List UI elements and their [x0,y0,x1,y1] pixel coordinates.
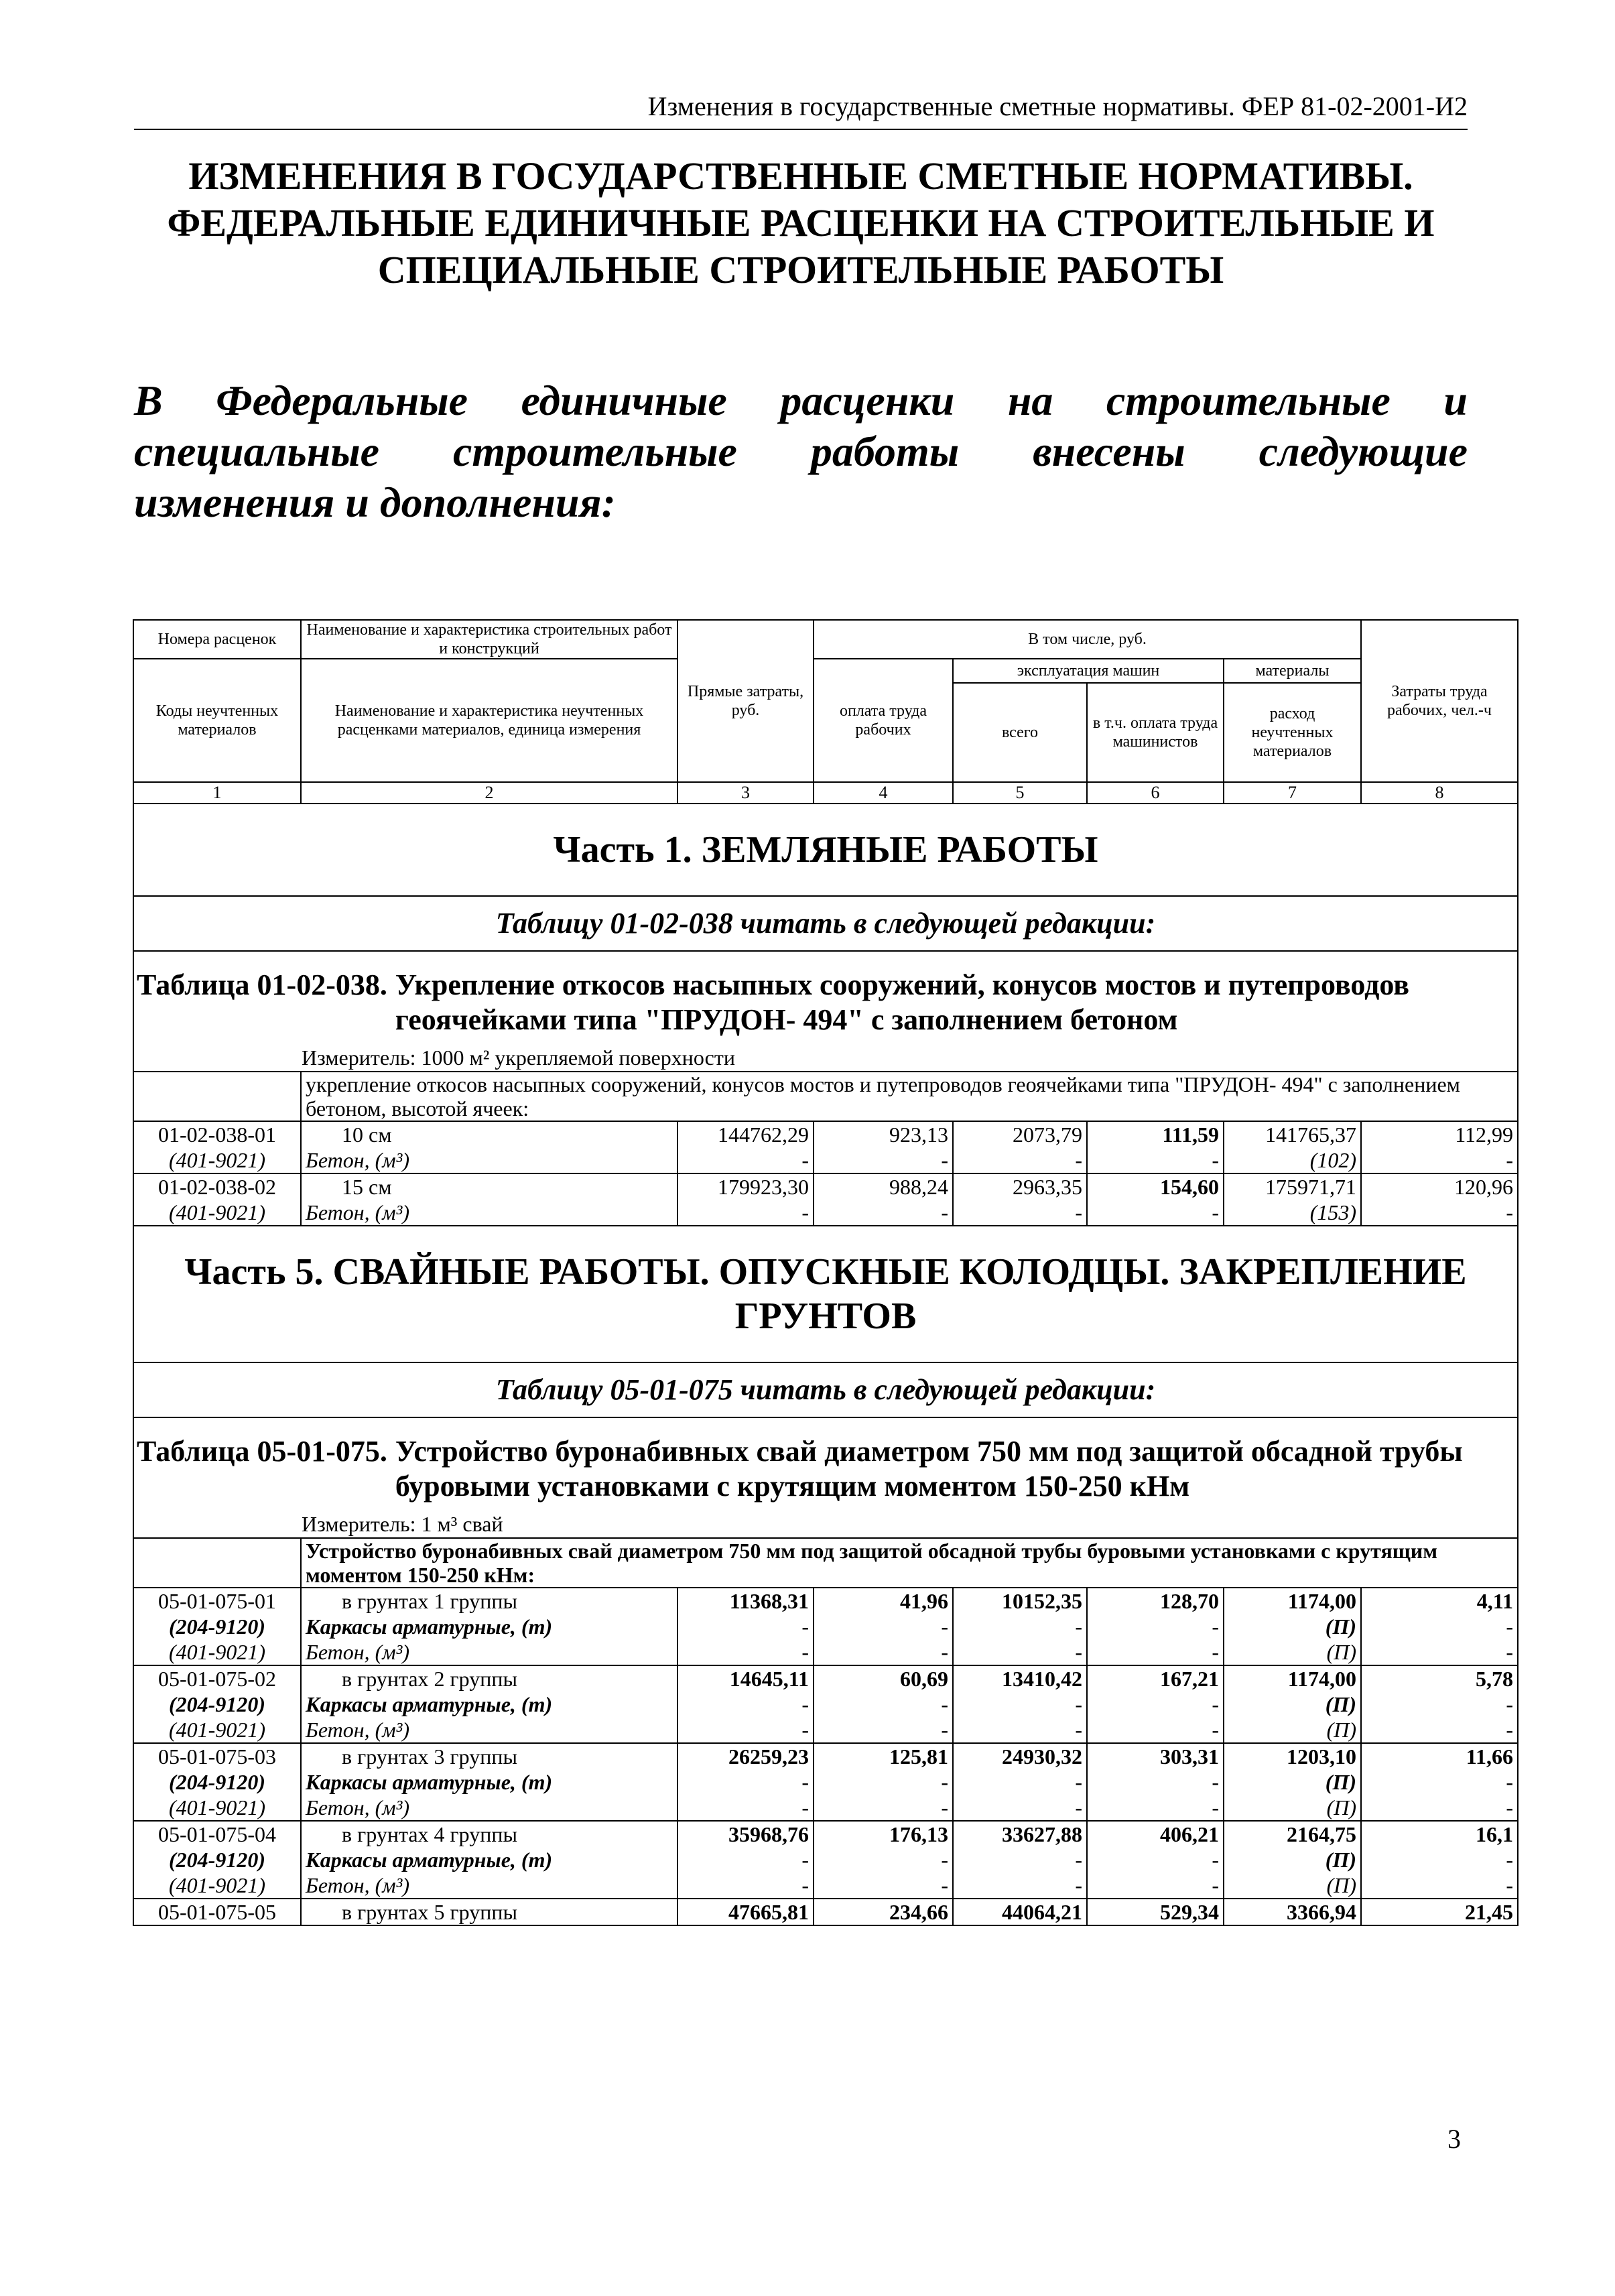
labor-hours: 112,99 [1361,1121,1518,1147]
part-1-read-note: Таблицу 01-02-038 читать в следующей редакции: [133,896,1518,951]
rate-code: 01-02-038-02 [133,1173,301,1200]
rate-name: в грунтах 2 группы [301,1665,677,1692]
direct-costs: 35968,76 [677,1821,814,1847]
table-row [133,1588,1518,1614]
material-value: (П) [1224,1769,1361,1795]
labor-pay: 234,66 [814,1899,953,1925]
material-value: - [1361,1769,1518,1795]
material-code: (401-9021) [133,1639,301,1665]
col-header-labor-pay: оплата труда рабочих [814,659,953,782]
table-row [133,1121,1518,1147]
intro-text: В Федеральные единичные расценки на строительные и специальные строительные работы внесены следующие [134,377,1468,475]
col-header-machines: эксплуатация машин [953,659,1224,683]
material-name: Каркасы арматурные, (т) [301,1847,677,1872]
material-row [133,1614,1518,1639]
measure-unit: Измеритель: 1 м³ свай [302,1512,503,1536]
material-row [133,1769,1518,1795]
labor-pay: 988,24 [814,1173,953,1200]
col-header-work-name: Наименование и характеристика строительных работ и конструкций [301,620,677,659]
col-number: 4 [814,782,953,804]
table-01-02-038-heading [133,951,1518,1072]
materials-cost: 175971,71 [1224,1173,1361,1200]
material-value: - [1087,1769,1224,1795]
labor-pay: 41,96 [814,1588,953,1614]
material-value: (П) [1224,1795,1361,1821]
rate-name: 15 см [301,1173,677,1200]
rate-name: в грунтах 3 группы [301,1743,677,1769]
col-header-machines-total: всего [953,683,1087,782]
table-row [133,1821,1518,1847]
material-value: - [814,1614,953,1639]
title-line: СПЕЦИАЛЬНЫЕ СТРОИТЕЛЬНЫЕ РАБОТЫ [377,248,1224,292]
intro-paragraph [134,375,1468,528]
col-header-including: В том числе, руб. [814,620,1361,659]
material-value: - [1087,1147,1224,1173]
material-value: - [953,1769,1087,1795]
title-line: ФЕДЕРАЛЬНЫЕ ЕДИНИЧНЫЕ РАСЦЕНКИ НА СТРОИТЕЛЬНЫЕ И [167,201,1435,245]
material-value: - [677,1872,814,1899]
material-value: - [1361,1692,1518,1717]
materials-cost: 1174,00 [1224,1665,1361,1692]
page-number: 3 [1447,2124,1461,2154]
material-code: (204-9120) [133,1614,301,1639]
table-label: Таблица 05-01-075. [137,1435,387,1468]
material-value: - [1361,1200,1518,1226]
machines-total: 33627,88 [953,1821,1087,1847]
machines-total: 2073,79 [953,1121,1087,1147]
material-value: - [953,1692,1087,1717]
material-value: (102) [1224,1147,1361,1173]
material-value: - [1361,1717,1518,1743]
table-title [134,1434,1517,1504]
material-code: (401-9021) [133,1147,301,1173]
material-value: - [953,1717,1087,1743]
part-1-heading: Часть 1. ЗЕМЛЯНЫЕ РАБОТЫ [133,804,1518,896]
machinists-pay: 167,21 [1087,1665,1224,1692]
machinists-pay: 529,34 [1087,1899,1224,1925]
col-number: 2 [301,782,677,804]
machinists-pay: 406,21 [1087,1821,1224,1847]
col-header-materials: материалы [1224,659,1361,683]
material-value: - [953,1795,1087,1821]
table-row [133,1173,1518,1200]
rate-code: 05-01-075-05 [133,1899,301,1925]
labor-hours: 4,11 [1361,1588,1518,1614]
material-value: - [1361,1872,1518,1899]
material-row [133,1872,1518,1899]
materials-cost: 141765,37 [1224,1121,1361,1147]
material-row [133,1795,1518,1821]
rate-name: в грунтах 5 группы [301,1899,677,1925]
table-05-01-075-heading [133,1417,1518,1538]
material-code: (401-9021) [133,1717,301,1743]
material-name: Бетон, (м³) [301,1147,677,1173]
material-value: (П) [1224,1692,1361,1717]
material-value: (П) [1224,1639,1361,1665]
rate-code: 05-01-075-01 [133,1588,301,1614]
col-number: 3 [677,782,814,804]
material-value: - [814,1692,953,1717]
table-name: Укрепление откосов насыпных сооружений, конусов мостов и путепроводов геоячейками типа "ПРУДОН- 494" с заполнением бетоном [395,968,1410,1036]
material-name: Бетон, (м³) [301,1200,677,1226]
material-value: - [677,1717,814,1743]
direct-costs: 26259,23 [677,1743,814,1769]
col-header-direct-costs: Прямые затраты, руб. [677,620,814,782]
material-value: - [953,1147,1087,1173]
material-value: - [814,1639,953,1665]
material-value: - [953,1200,1087,1226]
material-value: - [814,1147,953,1173]
material-value: - [677,1200,814,1226]
col-header-machinists-pay: в т.ч. оплата труда машинистов [1087,683,1224,782]
material-value: (П) [1224,1847,1361,1872]
material-value: - [1361,1795,1518,1821]
table-label: Таблица 01-02-038. [137,968,387,1001]
materials-cost: 1174,00 [1224,1588,1361,1614]
material-code: (401-9021) [133,1795,301,1821]
material-value: - [814,1717,953,1743]
machines-total: 24930,32 [953,1743,1087,1769]
labor-hours: 16,1 [1361,1821,1518,1847]
material-row [133,1639,1518,1665]
material-value: - [1087,1692,1224,1717]
machines-total: 44064,21 [953,1899,1087,1925]
col-header-material-consumption: расход неучтенных материалов [1224,683,1361,782]
col-number: 7 [1224,782,1361,804]
labor-hours: 11,66 [1361,1743,1518,1769]
material-value: - [1087,1872,1224,1899]
col-header-material-names: Наименование и характеристика неучтенных расценками материалов, единица измерения [301,659,677,782]
material-value: (П) [1224,1614,1361,1639]
material-row [133,1717,1518,1743]
table-row [133,1899,1518,1925]
rates-table [133,619,1519,1926]
material-row [133,1200,1518,1226]
material-value: - [1361,1639,1518,1665]
material-value: - [1087,1847,1224,1872]
labor-hours: 21,45 [1361,1899,1518,1925]
material-value: (153) [1224,1200,1361,1226]
material-value: - [1087,1639,1224,1665]
material-name: Каркасы арматурные, (т) [301,1769,677,1795]
materials-cost: 2164,75 [1224,1821,1361,1847]
material-value: - [1361,1614,1518,1639]
material-row [133,1692,1518,1717]
col-header-rate-number: Номера расценок [133,620,301,659]
material-name: Бетон, (м³) [301,1639,677,1665]
material-value: - [953,1847,1087,1872]
direct-costs: 179923,30 [677,1173,814,1200]
section-subheading: Устройство буронабивных свай диаметром 750 мм под защитой обсадной трубы буровыми установками с крутящим моментом 150-250 кНм: [301,1538,1518,1588]
material-value: - [953,1614,1087,1639]
col-header-labor-hours: Затраты труда рабочих, чел.-ч [1361,620,1518,782]
material-row [133,1147,1518,1173]
material-name: Каркасы арматурные, (т) [301,1614,677,1639]
direct-costs: 11368,31 [677,1588,814,1614]
materials-cost: 3366,94 [1224,1899,1361,1925]
material-code: (204-9120) [133,1692,301,1717]
material-value: - [677,1692,814,1717]
labor-hours: 120,96 [1361,1173,1518,1200]
material-value: - [1087,1717,1224,1743]
col-header-material-codes: Коды неучтенных материалов [133,659,301,782]
col-number: 5 [953,782,1087,804]
part-5-read-note: Таблицу 05-01-075 читать в следующей редакции: [133,1362,1518,1417]
title-line: ИЗМЕНЕНИЯ В ГОСУДАРСТВЕННЫЕ СМЕТНЫЕ НОРМАТИВЫ. [188,154,1413,198]
material-value: - [953,1639,1087,1665]
measure-unit: Измеритель: 1000 м² укрепляемой поверхности [302,1045,735,1070]
table-title [134,968,1517,1037]
material-code: (204-9120) [133,1847,301,1872]
material-value: - [814,1769,953,1795]
material-value: - [1087,1200,1224,1226]
direct-costs: 47665,81 [677,1899,814,1925]
machinists-pay: 154,60 [1087,1173,1224,1200]
machines-total: 2963,35 [953,1173,1087,1200]
machinists-pay: 111,59 [1087,1121,1224,1147]
material-value: - [1361,1147,1518,1173]
material-row [133,1847,1518,1872]
material-value: - [814,1872,953,1899]
material-value: - [677,1639,814,1665]
material-value: - [677,1147,814,1173]
labor-pay: 60,69 [814,1665,953,1692]
material-value: - [814,1847,953,1872]
machinists-pay: 303,31 [1087,1743,1224,1769]
rate-name: в грунтах 1 группы [301,1588,677,1614]
material-value: - [1361,1847,1518,1872]
material-name: Бетон, (м³) [301,1872,677,1899]
material-value: - [1087,1614,1224,1639]
table-row [133,1743,1518,1769]
rate-name: 10 см [301,1121,677,1147]
material-name: Каркасы арматурные, (т) [301,1692,677,1717]
running-header: Изменения в государственные сметные нормативы. ФЕР 81-02-2001-И2 [134,84,1468,130]
col-number: 8 [1361,782,1518,804]
rate-code: 01-02-038-01 [133,1121,301,1147]
table-row [133,1665,1518,1692]
material-value: - [677,1847,814,1872]
material-code: (401-9021) [133,1200,301,1226]
material-value: - [814,1200,953,1226]
labor-pay: 923,13 [814,1121,953,1147]
material-code: (401-9021) [133,1872,301,1899]
rate-name: в грунтах 4 группы [301,1821,677,1847]
intro-text-end: изменения и дополнения: [134,479,616,526]
material-value: - [953,1872,1087,1899]
material-value: - [677,1769,814,1795]
labor-hours: 5,78 [1361,1665,1518,1692]
material-name: Бетон, (м³) [301,1795,677,1821]
direct-costs: 144762,29 [677,1121,814,1147]
machinists-pay: 128,70 [1087,1588,1224,1614]
part-5-heading: Часть 5. СВАЙНЫЕ РАБОТЫ. ОПУСКНЫЕ КОЛОДЦЫ. ЗАКРЕПЛЕНИЕ ГРУНТОВ [133,1226,1518,1362]
direct-costs: 14645,11 [677,1665,814,1692]
rate-code: 05-01-075-03 [133,1743,301,1769]
machines-total: 13410,42 [953,1665,1087,1692]
labor-pay: 176,13 [814,1821,953,1847]
machines-total: 10152,35 [953,1588,1087,1614]
material-value: - [1087,1795,1224,1821]
rate-code: 05-01-075-04 [133,1821,301,1847]
material-value: (П) [1224,1717,1361,1743]
rate-code: 05-01-075-02 [133,1665,301,1692]
section-subheading: укрепление откосов насыпных сооружений, конусов мостов и путепроводов геоячейками типа "ПРУДОН- 494" с заполнением бетоном, высотой ячеек: [301,1072,1518,1121]
material-value: - [677,1614,814,1639]
labor-pay: 125,81 [814,1743,953,1769]
table-name: Устройство буронабивных свай диаметром 750 мм под защитой обсадной трубы буровыми установками с крутящим моментом 150-250 кНм [395,1435,1463,1503]
page-title [134,153,1468,294]
material-value: - [677,1795,814,1821]
col-number: 1 [133,782,301,804]
material-value: - [814,1795,953,1821]
materials-cost: 1203,10 [1224,1743,1361,1769]
material-code: (204-9120) [133,1769,301,1795]
material-name: Бетон, (м³) [301,1717,677,1743]
material-value: (П) [1224,1872,1361,1899]
col-number: 6 [1087,782,1224,804]
